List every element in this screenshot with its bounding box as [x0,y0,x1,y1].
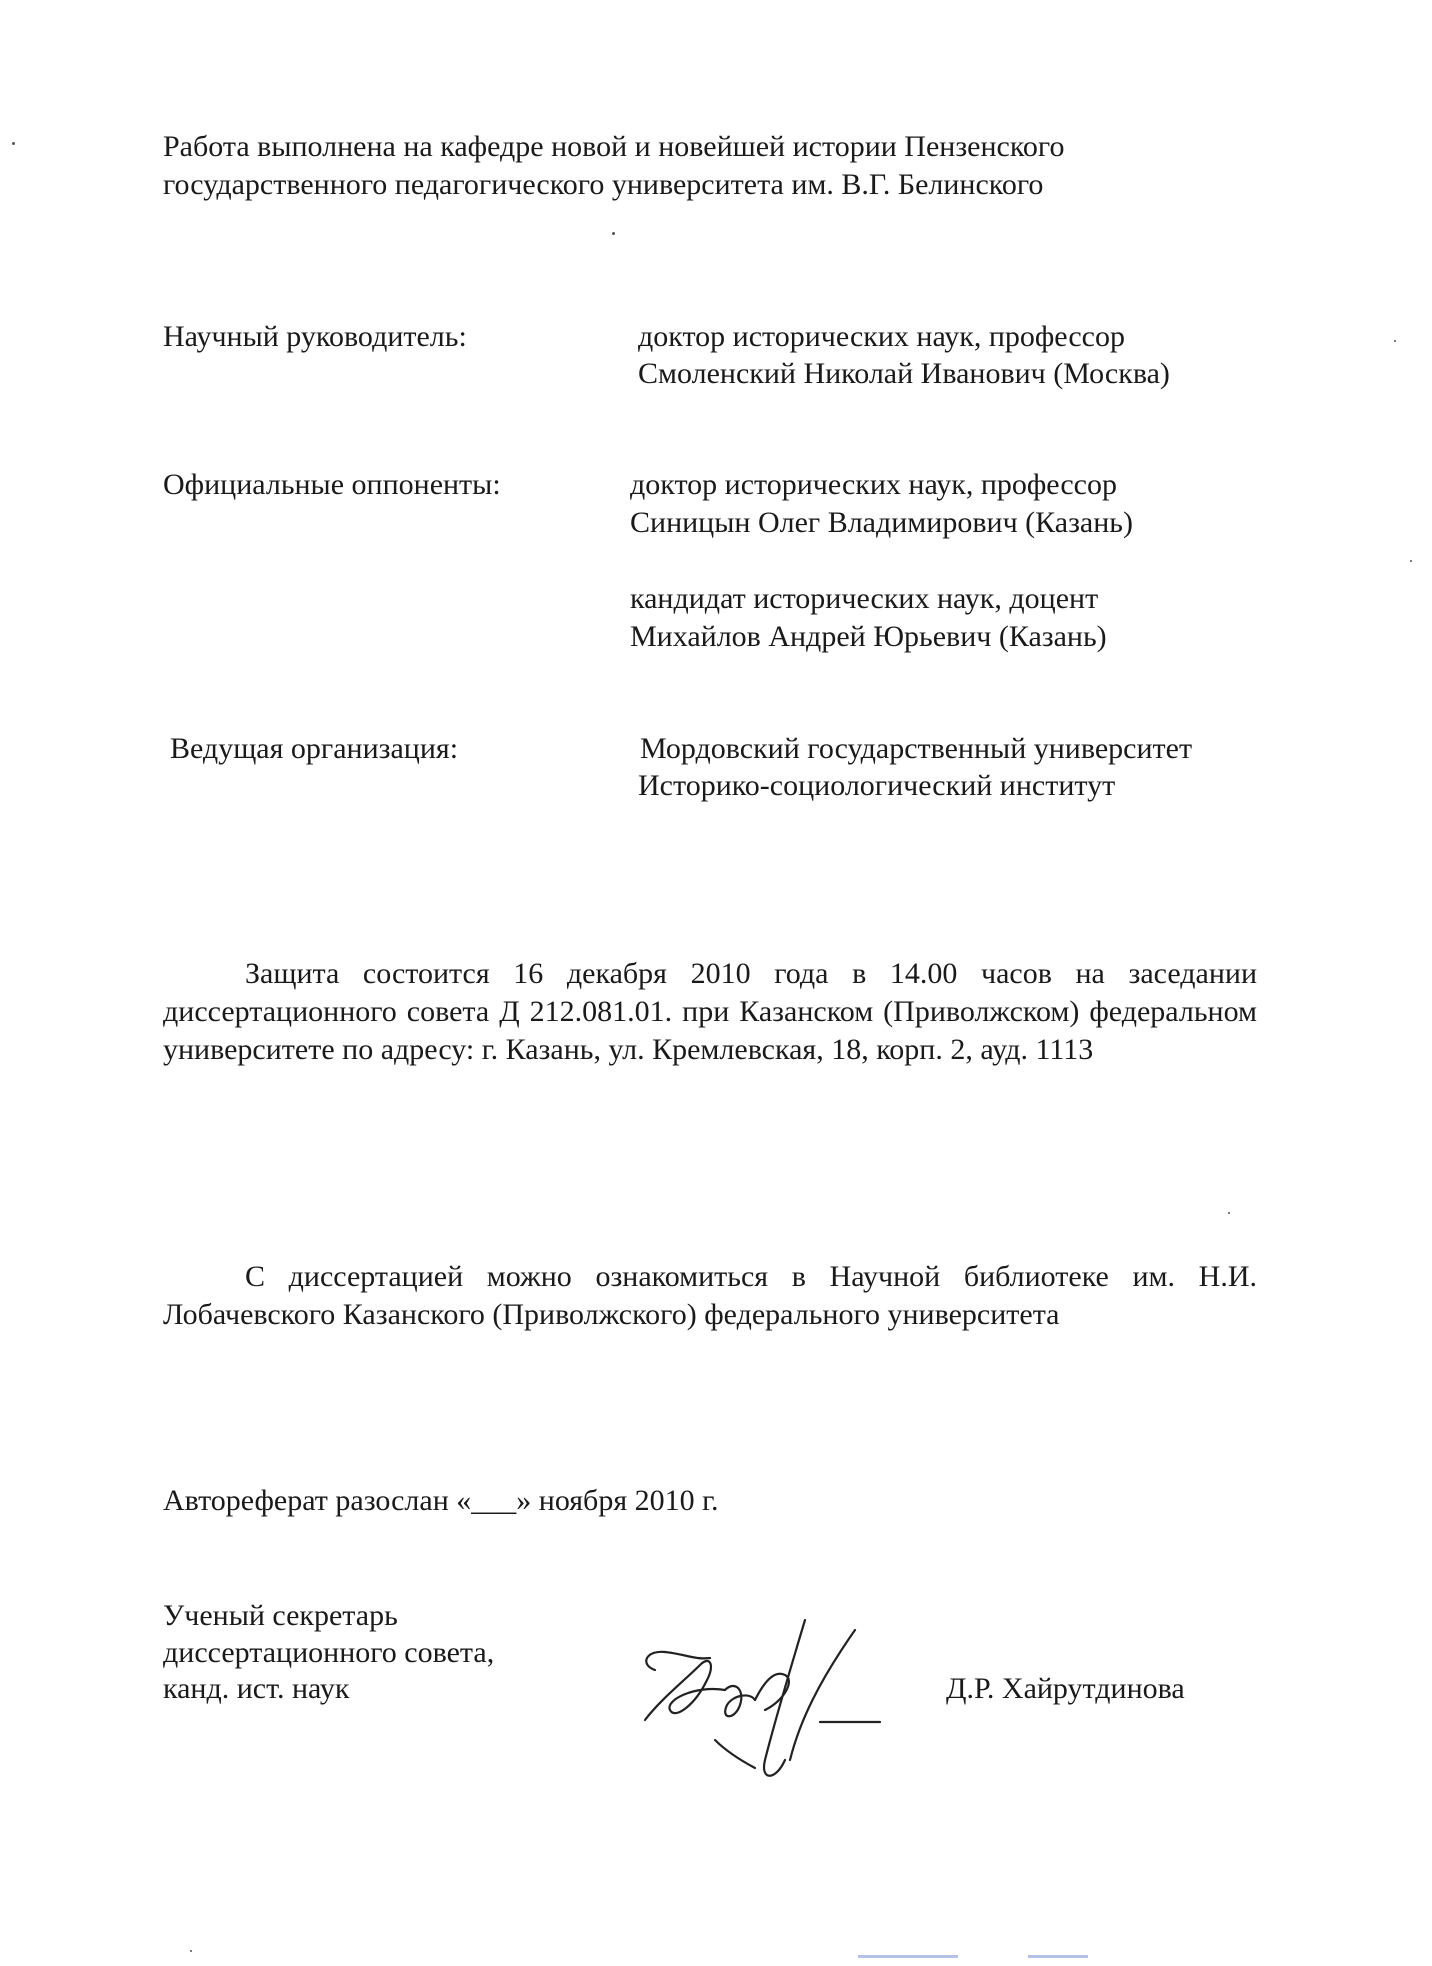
supervisor-name: Смоленский Николай Иванович (Москва) [638,357,1170,390]
library-paragraph: С диссертацией можно ознакомиться в Научной библиотеке им. Н.И. Лобачевского Казанского (Приволжского) федерального университета [163,1260,1257,1331]
defense-paragraph: Защита состоится 16 декабря 2010 года в 14.00 часов на заседании диссертационного совета Д 212.081.01. при Казанском (Приволжском) федеральном университете по адресу: г. Казань, ул. Кремлевская, 18, корп. 2, ауд. 1113 [163,957,1257,1066]
opponent-2-title: кандидат исторических наук, доцент [630,582,1099,615]
secretary-name: Д.Р. Хайрутдинова [946,1672,1185,1705]
supervisor-title: доктор исторических наук, профессор [638,320,1126,353]
leading-org-institute: Историко-социологический институт [638,769,1116,802]
opponent-1-name: Синицын Олег Владимирович (Казань) [630,506,1133,539]
signature [615,1610,885,1790]
header-line-2: государственного педагогического университета им. В.Г. Белинского [163,168,1044,201]
opponents-label: Официальные оппоненты: [163,468,501,501]
supervisor-label: Научный руководитель: [163,320,467,353]
header-line-1: Работа выполнена на кафедре новой и новейшей истории Пензенского [163,130,1065,163]
opponent-1-title: доктор исторических наук, профессор [630,468,1118,501]
secretary-title-line-3: канд. ист. наук [163,1672,350,1705]
abstract-sent-line: Автореферат разослан «___» ноября 2010 г. [163,1484,719,1517]
opponent-2-name: Михайлов Андрей Юрьевич (Казань) [630,620,1107,653]
leading-org-label: Ведущая организация: [170,732,459,765]
secretary-title-line-2: диссертационного совета, [163,1636,495,1669]
leading-org-name: Мордовский государственный университет [640,732,1193,765]
secretary-title-line-1: Ученый секретарь [163,1599,398,1632]
